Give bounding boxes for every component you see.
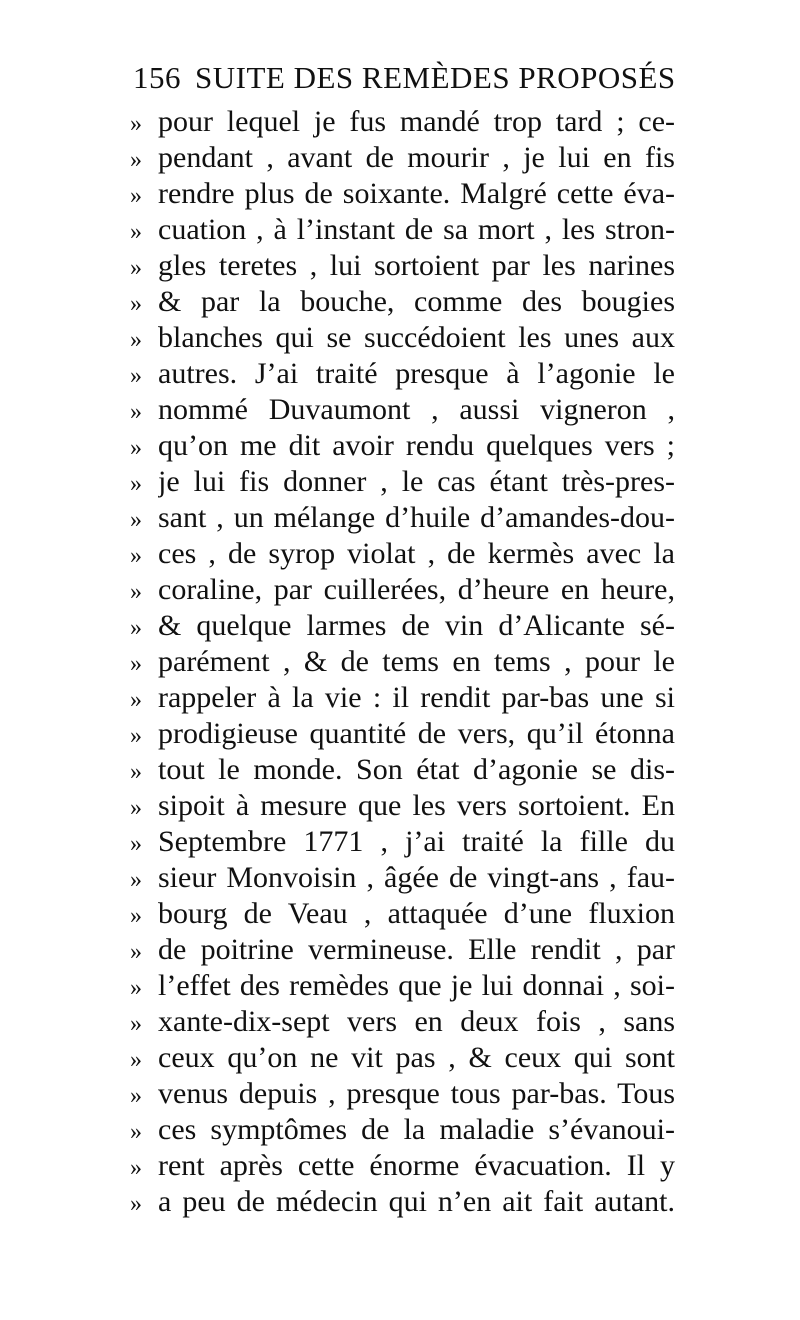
- quote-mark: »: [130, 687, 142, 713]
- text-line: [130, 1148, 675, 1184]
- line-text: nommé Duvaumont , aussi vigneron ,: [158, 393, 675, 426]
- line-text: & quelque larmes de vin d’Alicante sé-: [158, 609, 675, 642]
- quote-mark: »: [130, 543, 142, 569]
- text-line: [130, 428, 675, 464]
- text-line: [130, 680, 675, 716]
- line-text: parément , & de tems en tems , pour le: [158, 645, 675, 678]
- text-line: [130, 644, 675, 680]
- text-line: [130, 536, 675, 572]
- text-line: [130, 1040, 675, 1076]
- line-text: tout le monde. Son état d’agonie se dis-: [158, 753, 675, 786]
- line-text: l’effet des remèdes que je lui donnai , soi-: [158, 969, 675, 1002]
- quote-mark: »: [130, 507, 142, 533]
- text-line: [130, 176, 675, 212]
- line-text: a peu de médecin qui n’en ait fait autant.: [158, 1185, 675, 1218]
- quote-mark: »: [130, 975, 142, 1001]
- text-line: [130, 1112, 675, 1148]
- text-line: [130, 212, 675, 248]
- text-line: [130, 860, 675, 896]
- text-line: [130, 824, 675, 860]
- running-title: SUITE DES REMÈDES PROPOSÉS: [195, 60, 676, 95]
- line-text: xante-dix-sept vers en deux fois , sans: [158, 1005, 675, 1038]
- quote-mark: »: [130, 399, 142, 425]
- quote-mark: »: [130, 111, 142, 137]
- quote-mark: »: [130, 579, 142, 605]
- running-head: [133, 58, 676, 98]
- quote-mark: »: [130, 795, 142, 821]
- quote-mark: »: [130, 1191, 142, 1217]
- quote-mark: »: [130, 219, 142, 245]
- quote-mark: »: [130, 255, 142, 281]
- line-text: sieur Monvoisin , âgée de vingt-ans , fau-: [158, 861, 675, 894]
- line-text: pendant , avant de mourir , je lui en fis: [158, 141, 675, 174]
- line-text: je lui fis donner , le cas étant très-pres-: [158, 465, 675, 498]
- line-text: cuation , à l’instant de sa mort , les stron-: [158, 213, 675, 246]
- quote-mark: »: [130, 1083, 142, 1109]
- quote-mark: »: [130, 1119, 142, 1145]
- text-line: [130, 356, 675, 392]
- line-text: rappeler à la vie : il rendit par-bas une si: [158, 681, 675, 714]
- text-line: [130, 284, 675, 320]
- line-text: Septembre 1771 , j’ai traité la fille du: [158, 825, 675, 858]
- line-text: & par la bouche, comme des bougies: [158, 285, 675, 318]
- quote-mark: »: [130, 1155, 142, 1181]
- text-line: [130, 572, 675, 608]
- quote-mark: »: [130, 471, 142, 497]
- quote-mark: »: [130, 1047, 142, 1073]
- text-line: [130, 1184, 675, 1220]
- quote-mark: »: [130, 939, 142, 965]
- text-line: [130, 104, 675, 140]
- line-text: prodigieuse quantité de vers, qu’il étonna: [158, 717, 675, 750]
- quote-mark: »: [130, 1011, 142, 1037]
- body-text: [130, 104, 675, 1220]
- page-number: 156: [133, 60, 181, 95]
- text-line: [130, 1004, 675, 1040]
- line-text: sipoit à mesure que les vers sortoient. En: [158, 789, 675, 822]
- quote-mark: »: [130, 435, 142, 461]
- text-line: [130, 896, 675, 932]
- line-text: ceux qu’on ne vit pas , & ceux qui sont: [158, 1041, 675, 1074]
- line-text: sant , un mélange d’huile d’amandes-dou-: [158, 501, 675, 534]
- text-line: [130, 392, 675, 428]
- text-line: [130, 320, 675, 356]
- text-line: [130, 140, 675, 176]
- quote-mark: »: [130, 327, 142, 353]
- line-text: qu’on me dit avoir rendu quelques vers ;: [158, 429, 675, 462]
- quote-mark: »: [130, 831, 142, 857]
- text-line: [130, 932, 675, 968]
- quote-mark: »: [130, 723, 142, 749]
- line-text: gles teretes , lui sortoient par les narines: [158, 249, 675, 282]
- text-line: [130, 248, 675, 284]
- quote-mark: »: [130, 363, 142, 389]
- text-line: [130, 1076, 675, 1112]
- line-text: rent après cette énorme évacuation. Il y: [158, 1149, 675, 1182]
- line-text: autres. J’ai traité presque à l’agonie le: [158, 357, 675, 390]
- line-text: de poitrine vermineuse. Elle rendit , par: [158, 933, 675, 966]
- quote-mark: »: [130, 867, 142, 893]
- text-line: [130, 752, 675, 788]
- line-text: pour lequel je fus mandé trop tard ; ce-: [158, 105, 675, 138]
- line-text: ces symptômes de la maladie s’évanoui-: [158, 1113, 675, 1146]
- line-text: blanches qui se succédoient les unes aux: [158, 321, 675, 354]
- quote-mark: »: [130, 615, 142, 641]
- line-text: rendre plus de soixante. Malgré cette éva-: [158, 177, 675, 210]
- text-line: [130, 608, 675, 644]
- text-line: [130, 968, 675, 1004]
- text-line: [130, 788, 675, 824]
- line-text: coraline, par cuillerées, d’heure en heure,: [158, 573, 675, 606]
- quote-mark: »: [130, 903, 142, 929]
- line-text: bourg de Veau , attaquée d’une fluxion: [158, 897, 675, 930]
- text-line: [130, 464, 675, 500]
- line-text: venus depuis , presque tous par-bas. Tous: [158, 1077, 675, 1110]
- quote-mark: »: [130, 291, 142, 317]
- text-line: [130, 716, 675, 752]
- text-line: [130, 500, 675, 536]
- line-text: ces , de syrop violat , de kermès avec la: [158, 537, 675, 570]
- quote-mark: »: [130, 183, 142, 209]
- quote-mark: »: [130, 759, 142, 785]
- quote-mark: »: [130, 651, 142, 677]
- quote-mark: »: [130, 147, 142, 173]
